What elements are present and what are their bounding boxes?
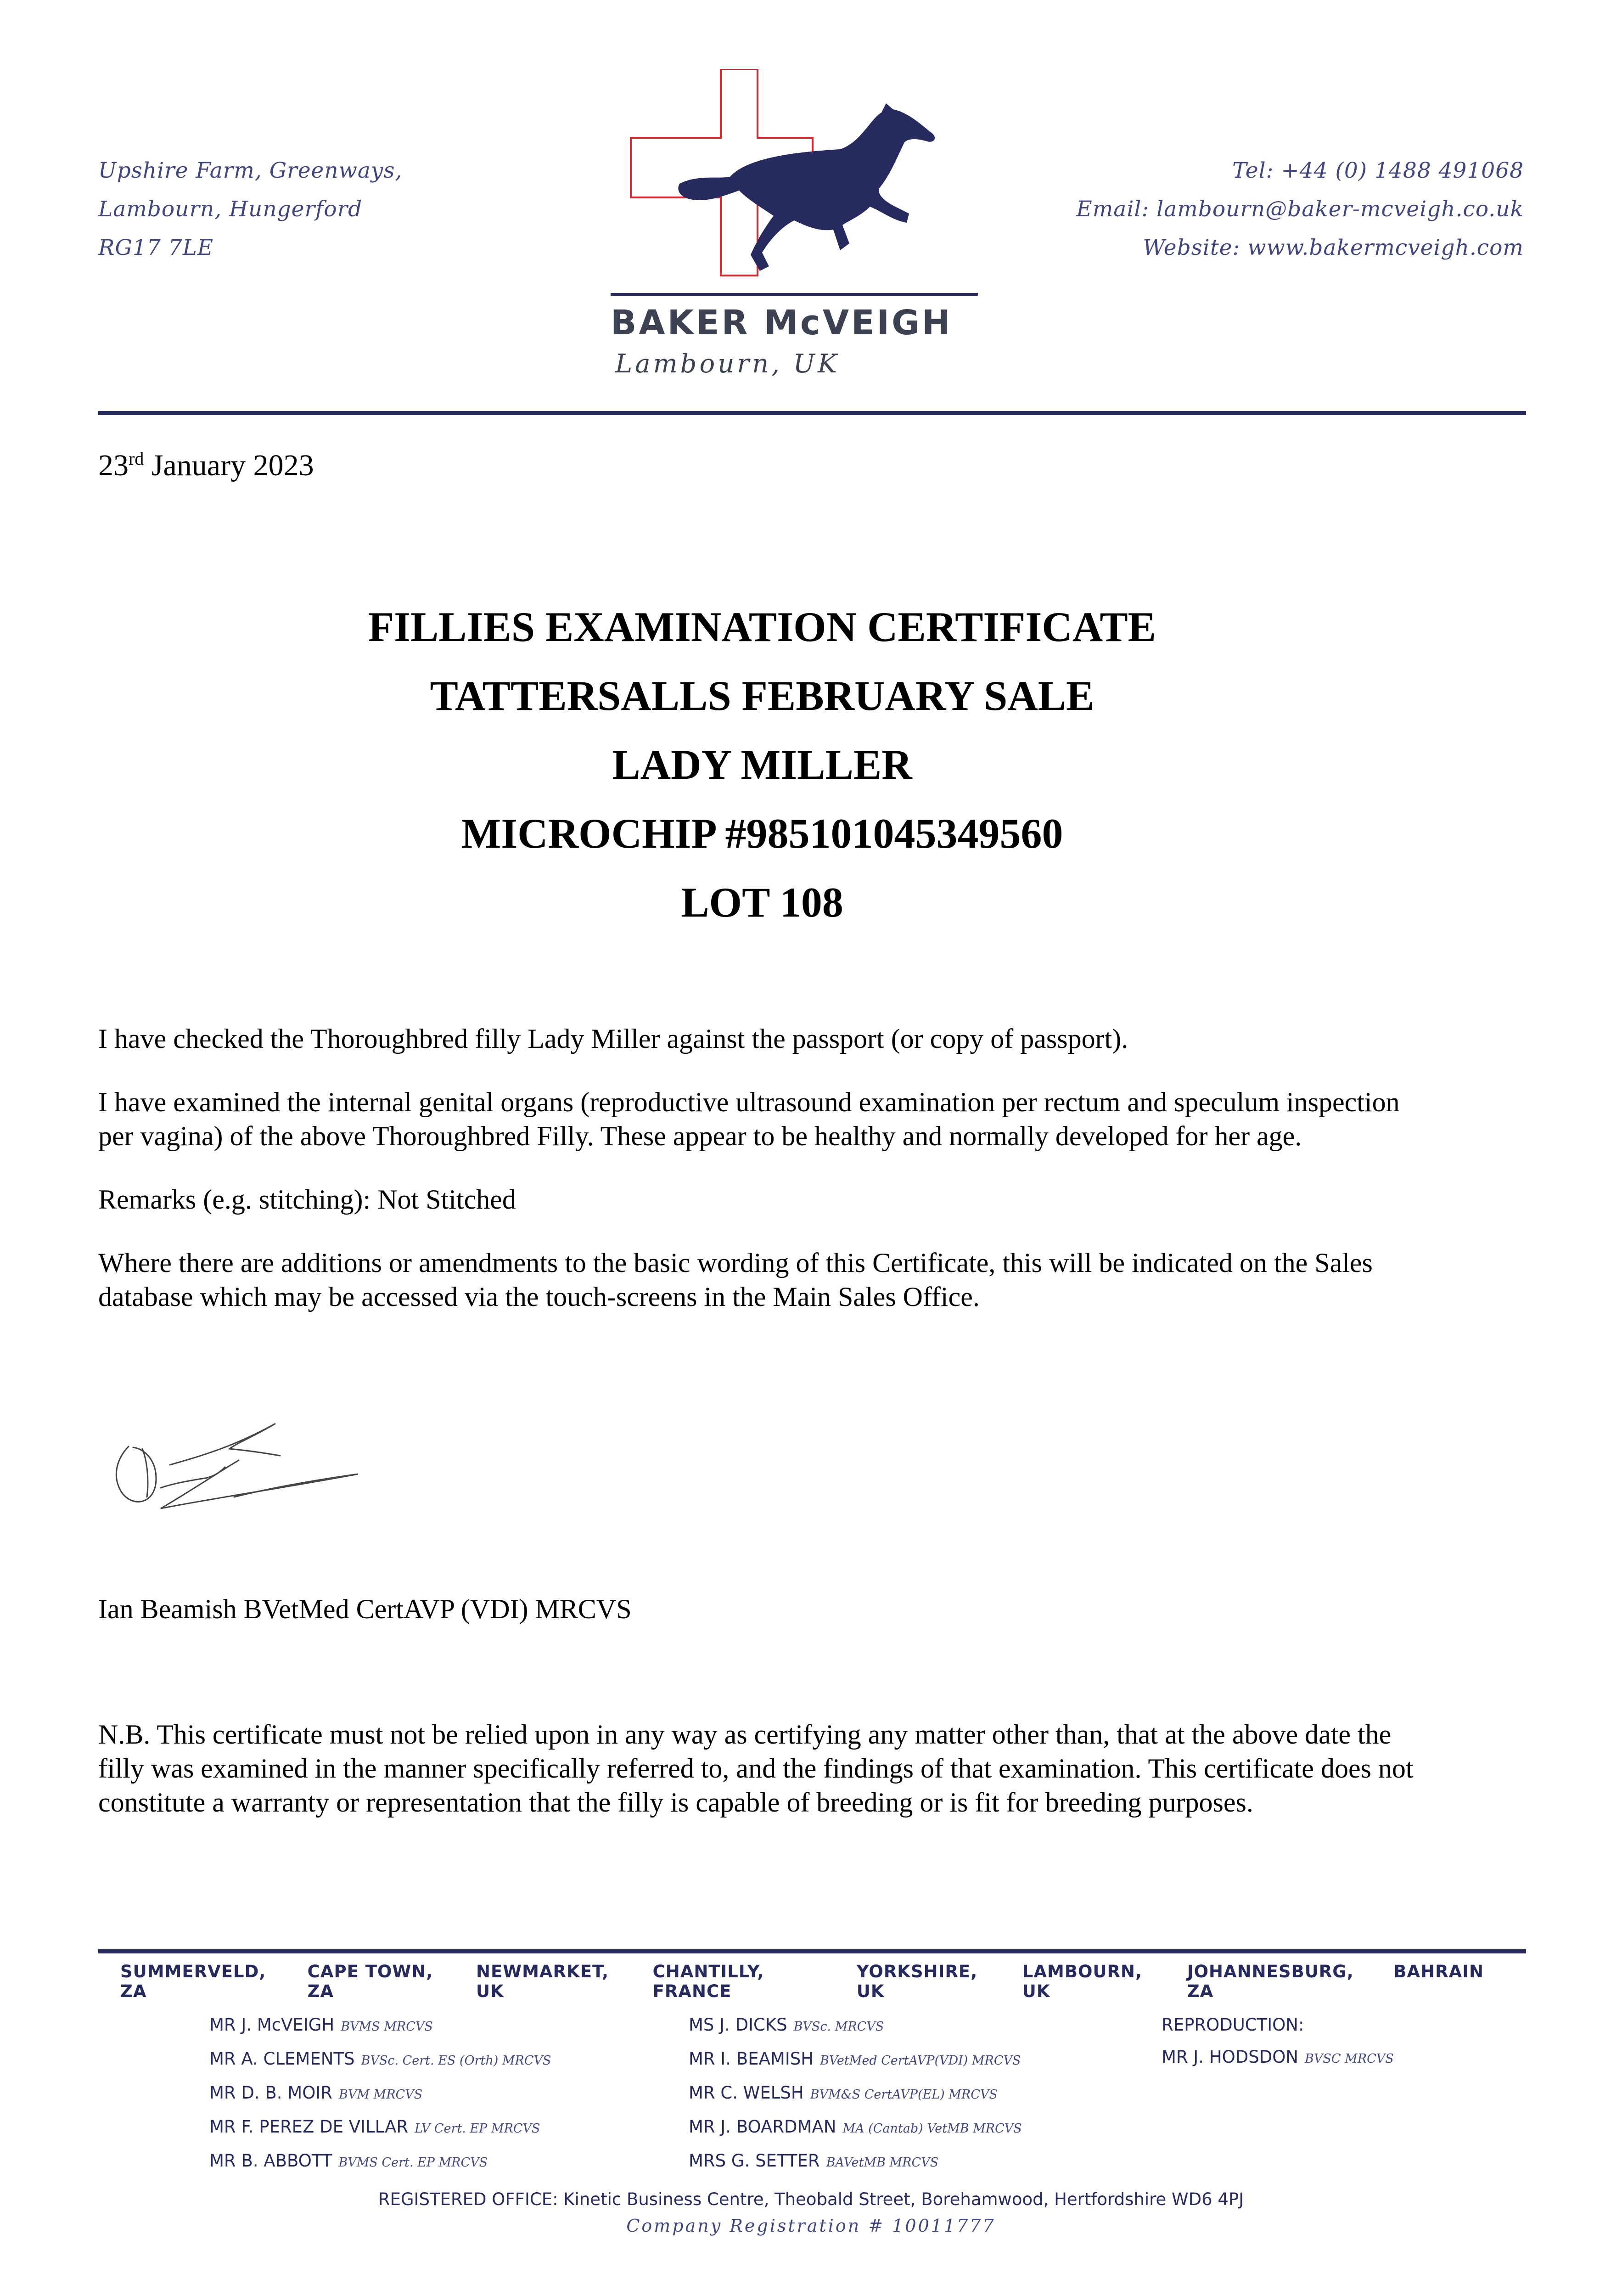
date-suffix: rd xyxy=(129,448,144,469)
nb-disclaimer: N.B. This certificate must not be relied upon in any way as certifying any matter other than, that at the above date the filly was examined in the manner specifically referred to, and the findings of that examination. This certificate does not constitute a warranty or representation that the filly is capable of breeding or is fit for breeding purposes. xyxy=(98,1719,1414,1818)
contact-email[interactable]: Email: lambourn@baker-mcveigh.co.uk xyxy=(1076,197,1524,222)
staff-entry xyxy=(209,2145,551,2179)
staff-name: MR B. ABBOTT xyxy=(209,2151,332,2171)
address-line: Upshire Farm, Greenways, xyxy=(98,158,403,183)
staff-name: MR J. HODSDON xyxy=(1162,2047,1299,2067)
contact-block xyxy=(1076,152,1524,267)
company-registration: Company Registration # 10011777 xyxy=(626,2216,996,2236)
address-block xyxy=(98,152,402,267)
certificate-titles xyxy=(0,592,1524,937)
logo-rule xyxy=(611,293,978,296)
staff-name: MR A. CLEMENTS xyxy=(209,2049,355,2069)
sale-title: TATTERSALLS FEBRUARY SALE xyxy=(430,672,1094,719)
handwritten-signature xyxy=(101,1405,395,1525)
registered-office: REGISTERED OFFICE: Kinetic Business Centre, Theobald Street, Borehamwood, Hertfordshire WD6 4PJ xyxy=(378,2189,1244,2209)
staff-entry xyxy=(689,2111,1022,2145)
staff-entry xyxy=(209,2111,551,2145)
staff-entry xyxy=(209,2009,551,2043)
date-day: 23 xyxy=(98,449,129,482)
brand-name: BAKER McVEIGH xyxy=(611,303,953,343)
location-item: LAMBOURN, UK xyxy=(1022,1962,1143,2001)
staff-name: MRS G. SETTER xyxy=(689,2151,820,2171)
microchip-number: MICROCHIP #985101045349560 xyxy=(461,810,1063,857)
location-item: BAHRAIN xyxy=(1393,1962,1484,1981)
staff-column xyxy=(209,2009,551,2179)
location-item: YORKSHIRE, UK xyxy=(856,1962,978,2001)
staff-column xyxy=(689,2009,1022,2179)
brand-location: Lambourn, UK xyxy=(615,349,840,379)
staff-quals: BVM&S CertAVP(EL) MRCVS xyxy=(810,2088,998,2102)
staff-name: MS J. DICKS xyxy=(689,2015,787,2035)
certificate-date xyxy=(98,448,314,483)
staff-name: MR J. McVEIGH xyxy=(209,2015,335,2035)
staff-quals: BVetMed CertAVP(VDI) MRCVS xyxy=(820,2054,1021,2068)
staff-name: MR D. B. MOIR xyxy=(209,2083,332,2103)
staff-quals: LV Cert. EP MRCVS xyxy=(415,2122,540,2136)
address-line: Lambourn, Hungerford xyxy=(98,197,363,222)
horse-cross-logo xyxy=(611,69,978,326)
location-item: SUMMERVELD, ZA xyxy=(120,1962,266,2001)
staff-entry xyxy=(1162,2041,1394,2075)
location-item: CAPE TOWN, ZA xyxy=(307,1962,433,2001)
location-item: JOHANNESBURG, ZA xyxy=(1187,1962,1354,2001)
staff-quals: BVM MRCVS xyxy=(338,2088,423,2102)
staff-name: MR C. WELSH xyxy=(689,2083,804,2103)
address-line: RG17 7LE xyxy=(98,235,214,260)
certificate-title: FILLIES EXAMINATION CERTIFICATE xyxy=(368,603,1156,650)
body-paragraph: Where there are additions or amendments to the basic wording of this Certificate, this will be indicated on the Sales database which may be accessed via the touch-screens in the Main Sales Office. xyxy=(98,1248,1373,1312)
body-paragraph: I have examined the internal genital organs (reproductive ultrasound examination per rectum and speculum inspection per vagina) of the above Thoroughbred Filly. These appear to be healthy and normally developed for her age. xyxy=(98,1087,1400,1151)
staff-name: MR F. PEREZ DE VILLAR xyxy=(209,2117,409,2137)
staff-name: MR J. BOARDMAN xyxy=(689,2117,836,2137)
horse-name: LADY MILLER xyxy=(612,741,912,788)
staff-quals: BVMS MRCVS xyxy=(341,2020,433,2034)
staff-entry xyxy=(209,2077,551,2111)
remarks-paragraph: Remarks (e.g. stitching): Not Stitched xyxy=(98,1184,516,1215)
signatory-name: Ian Beamish BVetMed CertAVP (VDI) MRCVS xyxy=(98,1594,632,1624)
date-rest: January 2023 xyxy=(144,449,314,482)
location-item: CHANTILLY, FRANCE xyxy=(652,1962,764,2001)
contact-phone: Tel: +44 (0) 1488 491068 xyxy=(1232,158,1524,183)
location-item: NEWMARKET, UK xyxy=(476,1962,609,2001)
galloping-horse-icon xyxy=(678,103,935,271)
body-paragraph: I have checked the Thoroughbred filly Lady Miller against the passport (or copy of passport). xyxy=(98,1024,1128,1054)
staff-column-reproduction xyxy=(1162,2009,1394,2075)
staff-entry xyxy=(689,2145,1022,2179)
staff-quals: MA (Cantab) VetMB MRCVS xyxy=(842,2122,1022,2136)
contact-website[interactable]: Website: www.bakermcveigh.com xyxy=(1143,235,1524,260)
staff-quals: BVSc. MRCVS xyxy=(793,2020,884,2034)
staff-quals: BAVetMB MRCVS xyxy=(826,2155,939,2170)
staff-entry xyxy=(689,2043,1022,2077)
lot-number: LOT 108 xyxy=(681,879,843,926)
staff-entry xyxy=(209,2043,551,2077)
staff-quals: BVSC MRCVS xyxy=(1305,2052,1394,2066)
footer-divider xyxy=(98,1949,1526,1953)
staff-name: MR I. BEAMISH xyxy=(689,2049,814,2069)
certificate-body xyxy=(98,1022,1439,1343)
office-locations xyxy=(120,1962,1507,2001)
staff-entry xyxy=(689,2009,1022,2043)
staff-entry xyxy=(689,2077,1022,2111)
staff-quals: BVMS Cert. EP MRCVS xyxy=(338,2155,488,2170)
reproduction-heading: REPRODUCTION: xyxy=(1162,2015,1304,2035)
header-divider xyxy=(98,411,1526,415)
staff-quals: BVSc. Cert. ES (Orth) MRCVS xyxy=(361,2054,551,2068)
